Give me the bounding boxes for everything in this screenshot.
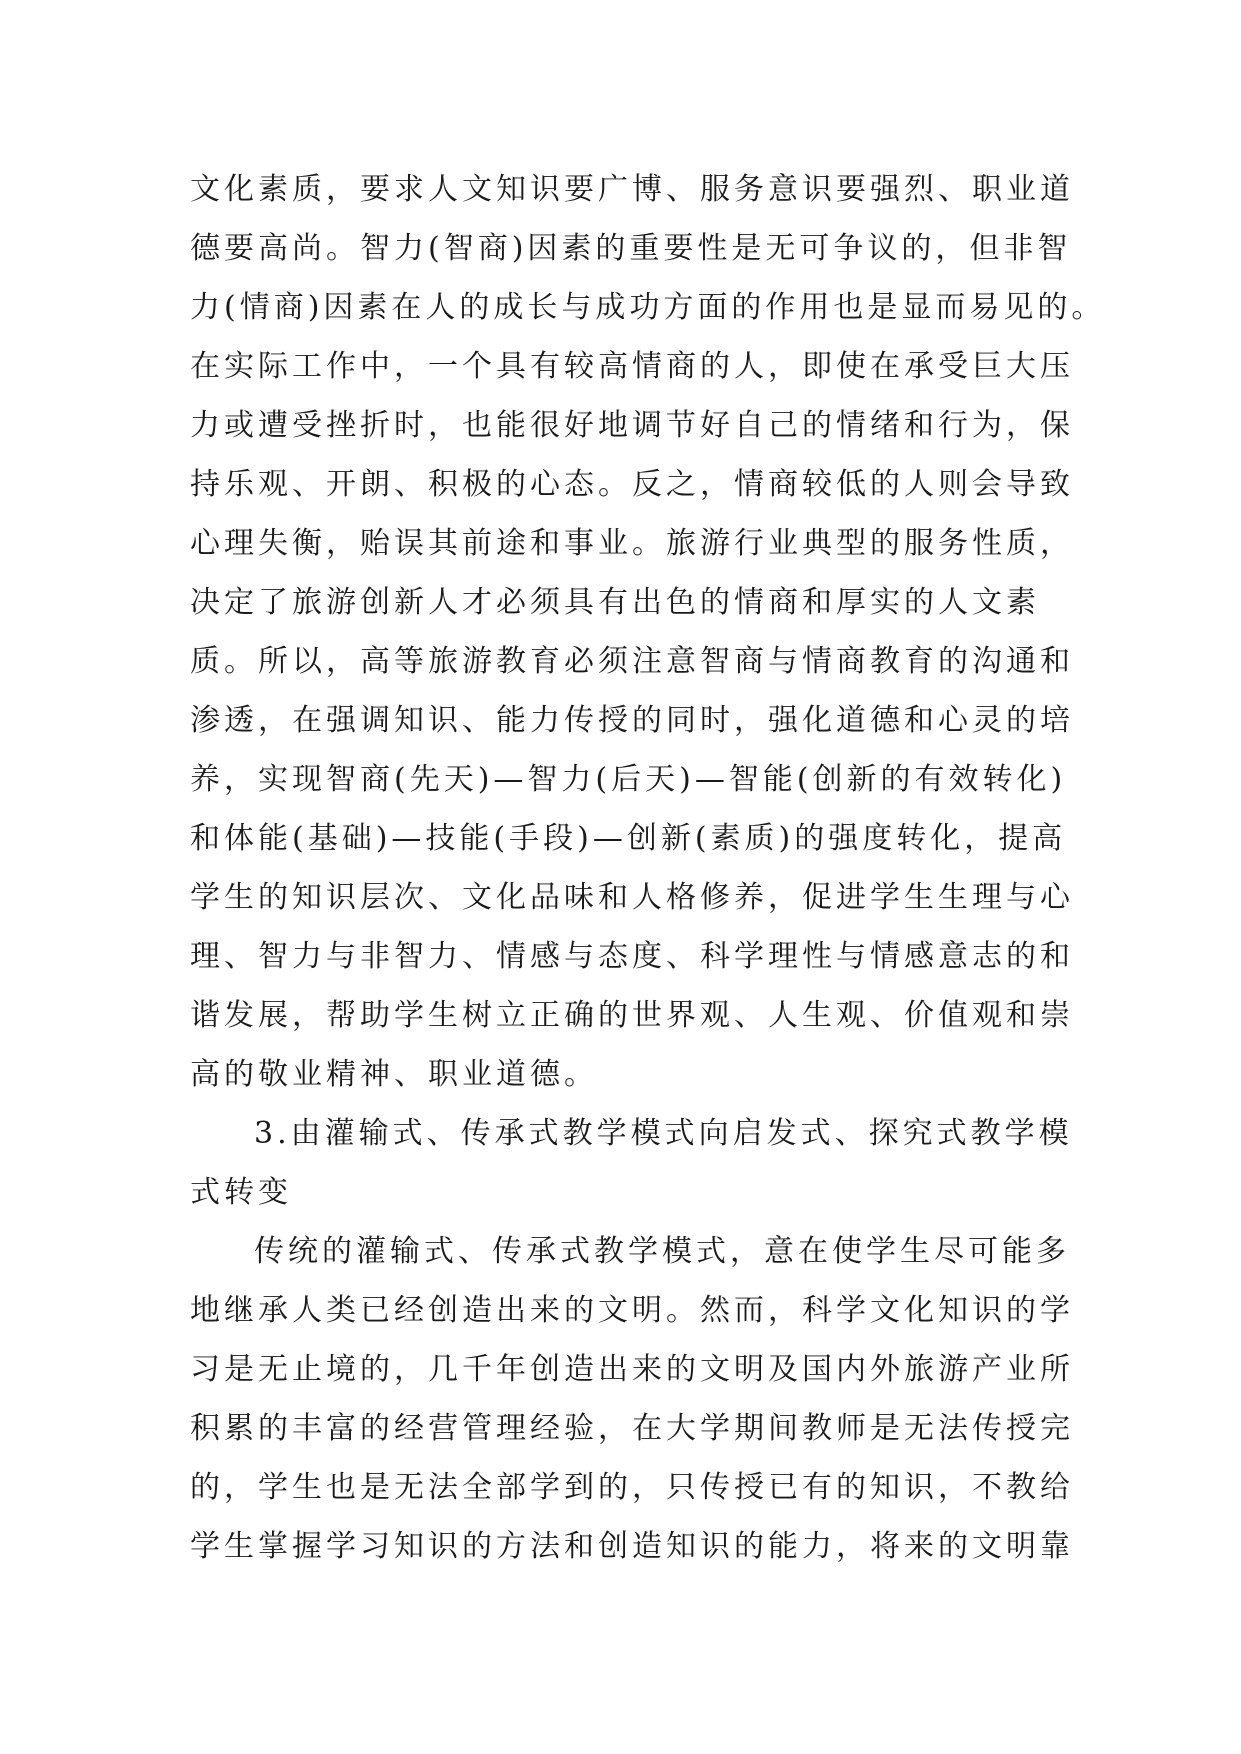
text-line: 学生掌握学习知识的方法和创造知识的能力，将来的文明靠 bbox=[190, 1529, 1074, 1564]
text-line: 学生的知识层次、文化品味和人格修养，促进学生生理与心 bbox=[190, 880, 1074, 915]
text-line: 高的敬业精神、职业道德。 bbox=[190, 1057, 598, 1092]
text-line: 文化素质，要求人文知识要广博、服务意识要强烈、职业道 bbox=[190, 172, 1074, 207]
text-line: 习是无止境的，几千年创造出来的文明及国内外旅游产业所 bbox=[190, 1352, 1074, 1387]
text-line: 的，学生也是无法全部学到的，只传授已有的知识，不教给 bbox=[190, 1470, 1074, 1505]
section-heading-line: 式转变 bbox=[190, 1175, 292, 1210]
text-line: 力或遭受挫折时，也能很好地调节好自己的情绪和行为，保 bbox=[190, 408, 1074, 443]
text-line: 质。所以，高等旅游教育必须注意智商与情商教育的沟通和 bbox=[190, 644, 1074, 679]
text-line: 地继承人类已经创造出来的文明。然而，科学文化知识的学 bbox=[190, 1293, 1074, 1328]
text-line: 持乐观、开朗、积极的心态。反之，情商较低的人则会导致 bbox=[190, 467, 1074, 502]
text-line: 和体能(基础)—技能(手段)—创新(素质)的强度转化，提高 bbox=[190, 821, 1067, 856]
text-line: 心理失衡，贻误其前途和事业。旅游行业典型的服务性质， bbox=[190, 526, 1074, 561]
text-line: 力(情商)因素在人的成长与成功方面的作用也是显而易见的。 bbox=[190, 290, 1106, 325]
text-line: 积累的丰富的经营管理经验，在大学期间教师是无法传授完 bbox=[190, 1411, 1074, 1446]
body-text bbox=[190, 160, 1106, 1576]
text-line: 养，实现智商(先天)—智力(后天)—智能(创新的有效转化) bbox=[190, 762, 1067, 797]
paragraph-start-line: 传统的灌输式、传承式教学模式，意在使学生尽可能多 bbox=[254, 1234, 1070, 1269]
text-line: 决定了旅游创新人才必须具有出色的情商和厚实的人文素 bbox=[190, 585, 1040, 620]
section-heading-line: 3.由灌输式、传承式教学模式向启发式、探究式教学模 bbox=[254, 1116, 1073, 1151]
text-line: 德要高尚。智力(智商)因素的重要性是无可争议的，但非智 bbox=[190, 231, 1072, 266]
text-line: 理、智力与非智力、情感与态度、科学理性与情感意志的和 bbox=[190, 939, 1074, 974]
text-line: 谐发展，帮助学生树立正确的世界观、人生观、价值观和崇 bbox=[190, 998, 1074, 1033]
text-line: 渗透，在强调知识、能力传授的同时，强化道德和心灵的培 bbox=[190, 703, 1074, 738]
text-line: 在实际工作中，一个具有较高情商的人，即使在承受巨大压 bbox=[190, 349, 1074, 384]
